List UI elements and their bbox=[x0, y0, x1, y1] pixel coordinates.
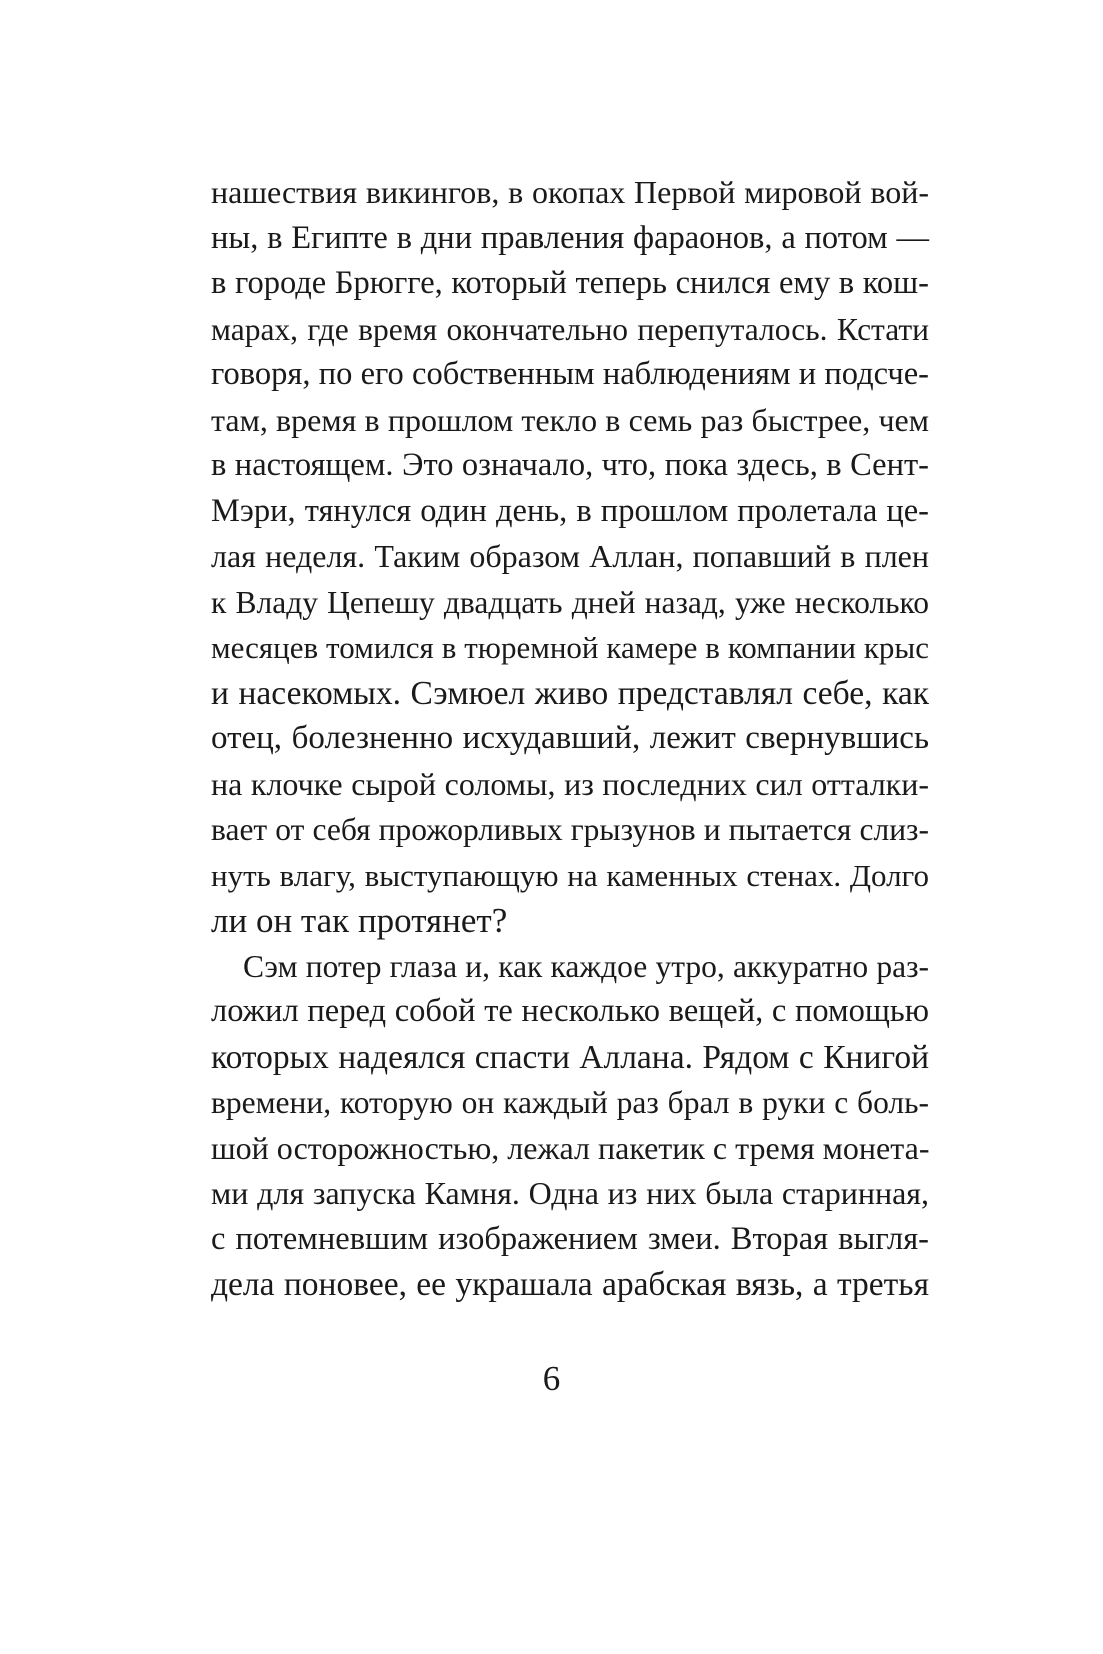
text-line: отец, болезненно исхудавший, лежит свернувшись bbox=[211, 720, 929, 756]
text-line: месяцев томился в тюремной камере в компании крыс bbox=[211, 630, 929, 665]
text-line: к Владу Цепешу двадцать дней назад, уже несколько bbox=[211, 584, 929, 620]
text-line: нашествия викингов, в окопах Первой мировой вой- bbox=[211, 174, 929, 210]
text-line: Сэм потер глаза и, как каждое утро, аккуратно раз- bbox=[243, 948, 929, 984]
text-line: марах, где время окончательно перепуталось. Кстати bbox=[211, 311, 929, 347]
text-line: Мэри, тянулся один день, в прошлом пролетала це- bbox=[211, 492, 929, 529]
text-line: там, время в прошлом текло в семь раз быстрее, чем bbox=[211, 401, 929, 438]
text-line: нуть влагу, выступающую на каменных стенах. Долго bbox=[211, 857, 929, 893]
text-line: ложил перед собой те несколько вещей, с помощью bbox=[211, 993, 929, 1029]
text-line: вает от себя прожорливых грызунов и пытается слиз- bbox=[211, 812, 929, 847]
text-line: шой осторожностью, лежал пакетик с тремя монета- bbox=[211, 1129, 930, 1166]
text-line: ли он так протянет? bbox=[211, 901, 508, 940]
text-line: на клочке сырой соломы, из последних сил отталки- bbox=[211, 765, 929, 802]
text-line: ны, в Египте в дни правления фараонов, а потом — bbox=[211, 219, 929, 256]
text-line: которых надеялся спасти Аллана. Рядом с Книгой bbox=[211, 1038, 929, 1076]
body-text bbox=[211, 170, 929, 1308]
text-line: ми для запуска Камня. Одна из них была старинная, bbox=[211, 1175, 929, 1211]
text-line: дела поновее, ее украшала арабская вязь, а третья bbox=[211, 1266, 929, 1303]
text-line: с потемневшим изображением змеи. Вторая выгля- bbox=[211, 1220, 929, 1257]
page-number: 6 bbox=[542, 1359, 561, 1398]
text-line: времени, которую он каждый раз брал в руки с боль- bbox=[211, 1085, 929, 1120]
text-line: и насекомых. Сэмюел живо представлял себе, как bbox=[211, 674, 929, 712]
text-line: в городе Брюгге, который теперь снился ему в кош- bbox=[211, 265, 929, 301]
text-line: говоря, по его собственным наблюдениям и подсче- bbox=[211, 356, 929, 392]
text-line: в настоящем. Это означало, что, пока здесь, в Сент- bbox=[211, 447, 929, 483]
text-line: лая неделя. Таким образом Аллан, попавший в плен bbox=[211, 538, 929, 574]
